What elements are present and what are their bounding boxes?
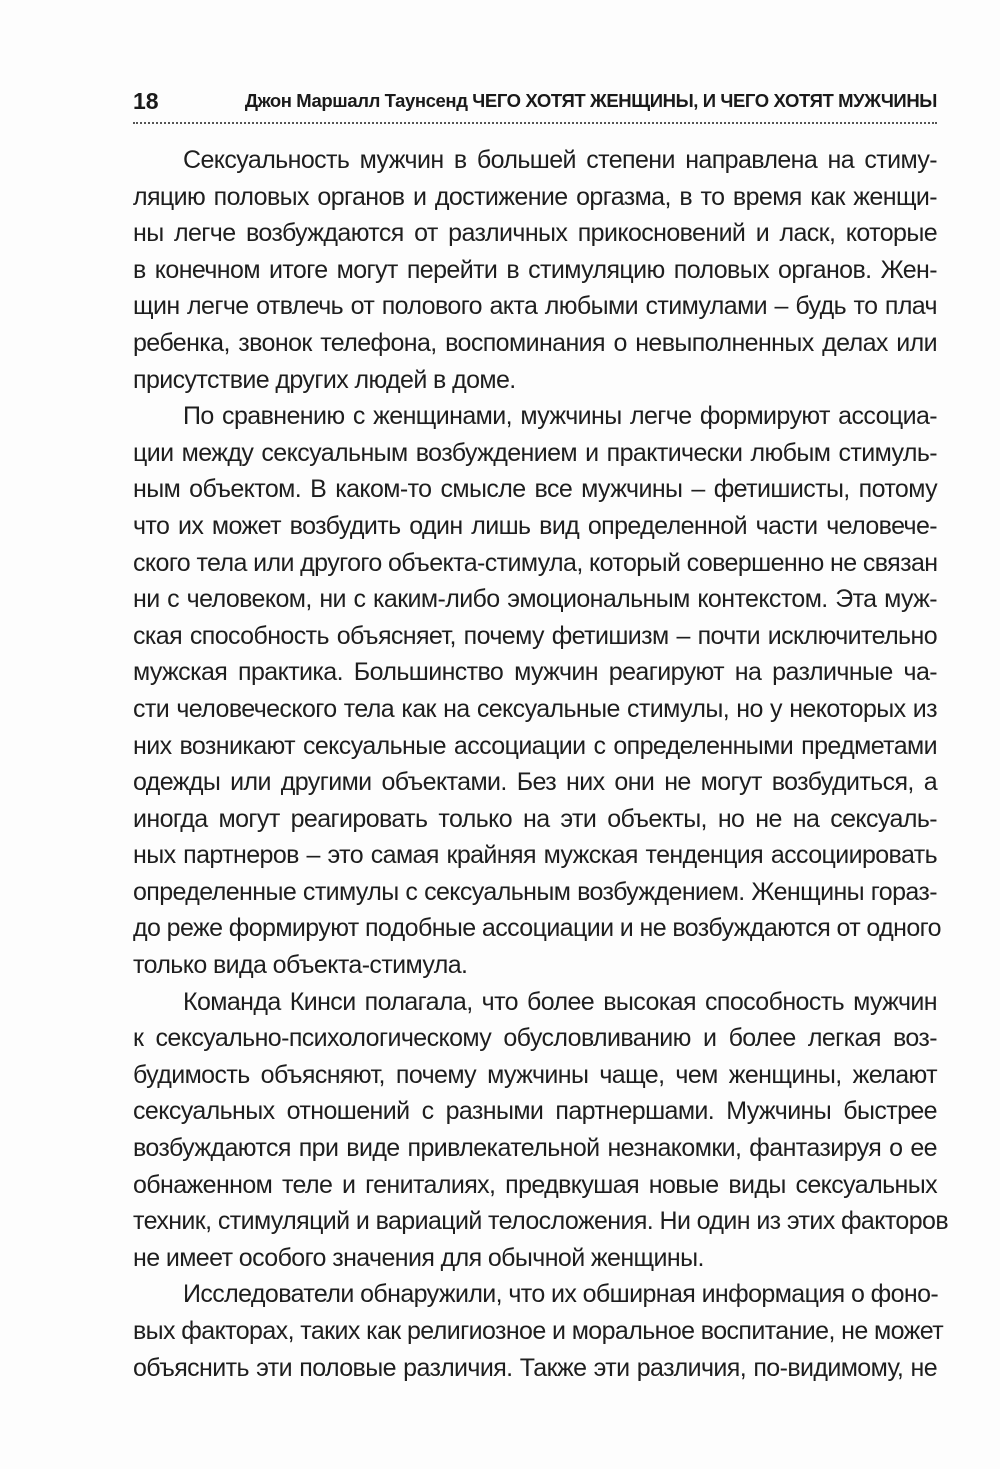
paragraph <box>133 398 941 984</box>
text-line: вых факторах, таких как религиозное и моральное воспитание, не может <box>133 1317 944 1345</box>
text-line: иногда могут реагировать только на эти объекты, но не на сексуаль- <box>133 804 937 833</box>
text-line: только вида объекта-стимула. <box>133 951 468 980</box>
paragraph <box>133 142 937 398</box>
text-line: ляцию половых органов и достижение оргазма, в то время как женщи- <box>133 182 937 211</box>
text-line: обнаженном теле и гениталиях, предвкушая новые виды сексуальных <box>133 1170 937 1199</box>
text-line: ни с человеком, ни с каким-либо эмоциональным контекстом. Эта муж- <box>133 585 937 614</box>
text-line: сти человеческого тела как на сексуальные стимулы, но у некоторых из <box>133 694 937 723</box>
text-line: щин легче отвлечь от полового акта любыми стимулами – будь то плач <box>133 292 937 321</box>
text-line: до реже формируют подобные ассоциации и не возбуждаются от одного <box>133 914 941 943</box>
text-line: ребенка, звонок телефона, воспоминания о невыполненных делах или <box>133 328 937 357</box>
text-line: к сексуально-психологическому обусловливанию и более легкая воз- <box>133 1024 937 1053</box>
text-line: что их может возбудить один лишь вид определенной части человече- <box>133 511 937 540</box>
text-line: ных партнеров – это самая крайняя мужская тенденция ассоциировать <box>133 841 937 870</box>
text-line: определенные стимулы с сексуальным возбуждением. Женщины гораз- <box>133 877 937 906</box>
paragraph <box>133 1276 944 1386</box>
text-line: Команда Кинси полагала, что более высокая способность мужчин <box>183 987 937 1016</box>
text-line: присутствие других людей в доме. <box>133 365 516 394</box>
text-line: Сексуальность мужчин в большей степени направлена на стиму- <box>183 146 937 174</box>
text-line: в конечном итоге могут перейти в стимуляцию половых органов. Жен- <box>133 255 937 284</box>
text-line: возбуждаются при виде привлекательной незнакомки, фантазируя о ее <box>133 1134 937 1163</box>
text-line: ская способность объясняет, почему фетишизм – почти исключительно <box>133 621 937 650</box>
text-line: не имеет особого значения для обычной женщины. <box>133 1243 704 1272</box>
text-line: Исследователи обнаружили, что их обширная информация о фоно- <box>183 1280 939 1309</box>
text-line: одежды или другими объектами. Без них они не могут возбудиться, а <box>133 768 937 797</box>
text-line: По сравнению с женщинами, мужчины легче формируют ассоциа- <box>183 402 937 431</box>
text-line: ным объектом. В каком-то смысле все мужчины – фетишисты, потому <box>133 475 937 504</box>
body-text <box>133 142 949 1386</box>
paragraph <box>133 984 949 1277</box>
text-line: мужская практика. Большинство мужчин реагируют на различные ча- <box>133 658 937 687</box>
text-line: техник, стимуляций и вариаций телосложения. Ни один из этих факторов <box>133 1207 949 1236</box>
text-line: ции между сексуальным возбуждением и практически любым стимуль- <box>133 438 937 467</box>
text-line: будимость объясняют, почему мужчины чаще, чем женщины, желают <box>133 1060 937 1089</box>
page-number: 18 <box>133 88 159 114</box>
running-title: Джон Маршалл Таунсенд ЧЕГО ХОТЯТ ЖЕНЩИНЫ, И ЧЕГО ХОТЯТ МУЖЧИНЫ <box>244 90 937 111</box>
text-line: них возникают сексуальные ассоциации с определенными предметами <box>133 731 937 760</box>
text-line: сексуальных отношений с разными партнершами. Мужчины быстрее <box>133 1097 937 1126</box>
text-line: ского тела или другого объекта-стимула, который совершенно не связан <box>133 548 938 577</box>
text-line: ны легче возбуждаются от различных прикосновений и ласк, которые <box>133 219 937 248</box>
text-line: объяснить эти половые различия. Также эти различия, по-видимому, не <box>133 1353 937 1382</box>
page-header <box>133 88 937 124</box>
